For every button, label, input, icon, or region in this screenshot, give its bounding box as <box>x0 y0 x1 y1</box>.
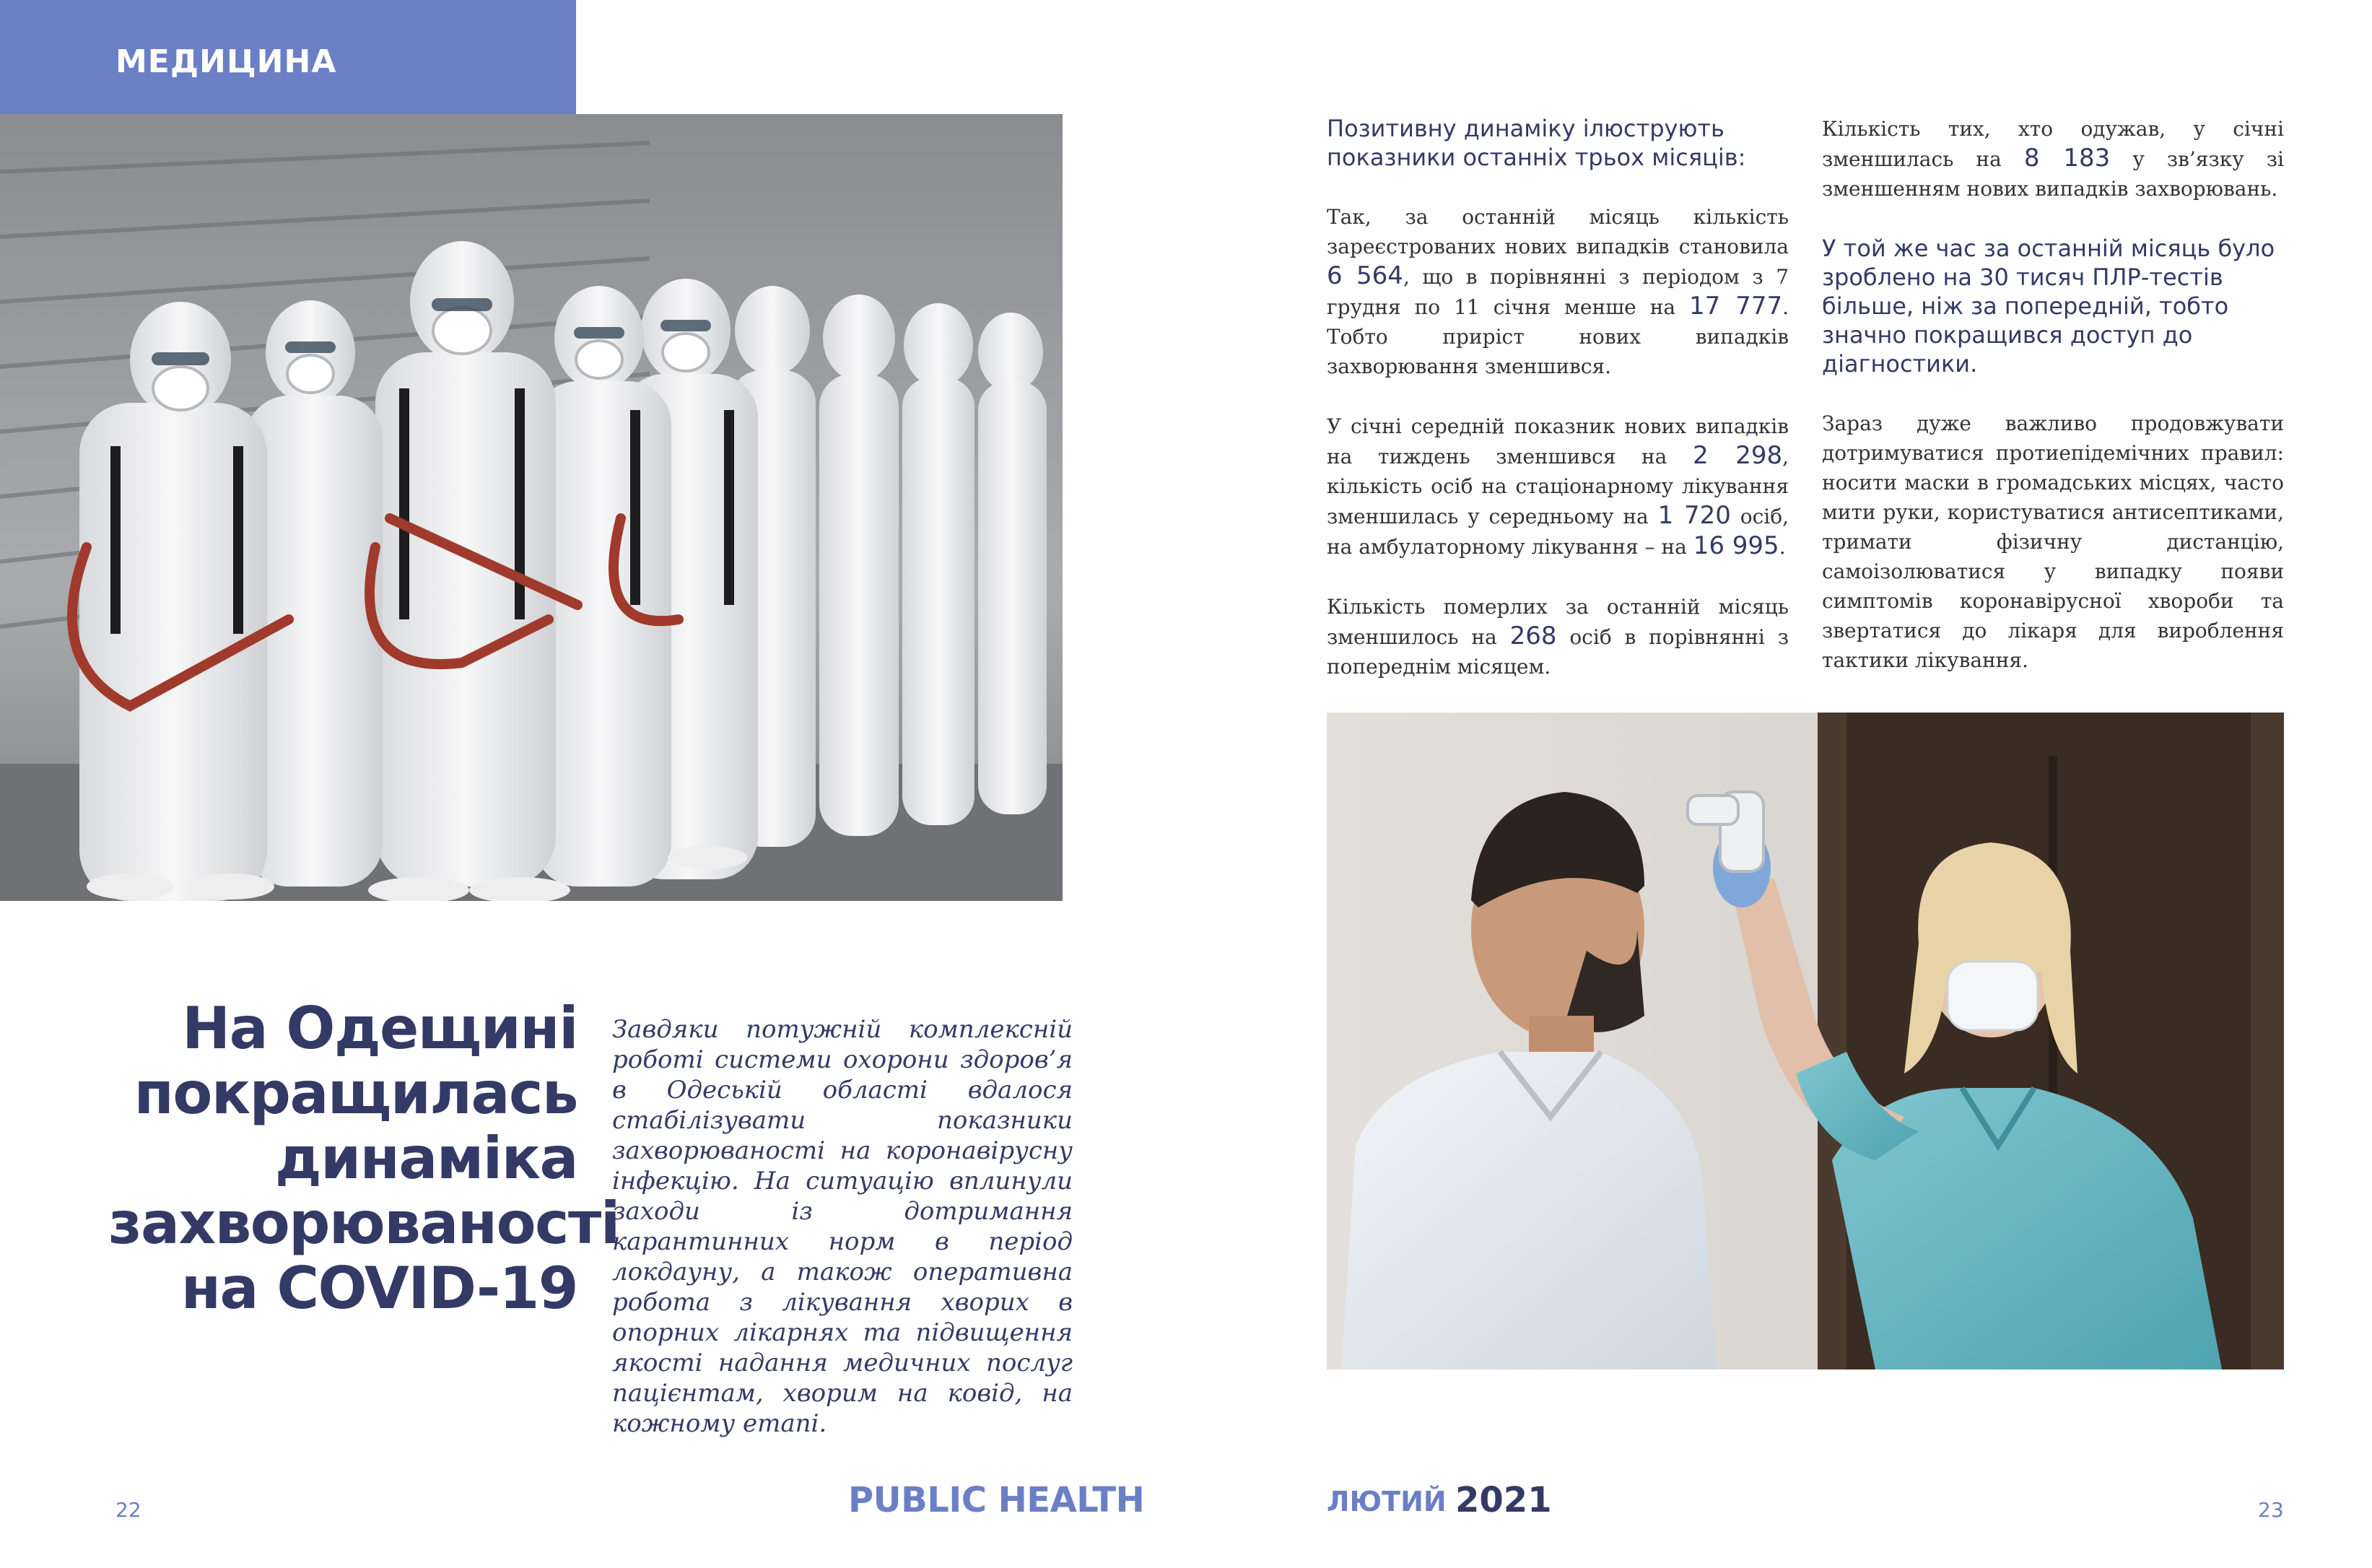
headline-line: динаміка <box>274 1125 577 1192</box>
figure-deaths: 268 <box>1509 622 1557 650</box>
page-number-left: 22 <box>115 1498 141 1522</box>
text-column-2 <box>1822 114 2284 705</box>
figure-decrease: 17 777 <box>1689 292 1783 321</box>
page-number-right: 23 <box>2258 1498 2284 1522</box>
temperature-check-photo <box>1327 713 2284 1369</box>
article-headline <box>108 995 619 1322</box>
section-tab <box>0 0 576 114</box>
section-label: МЕДИЦИНА <box>115 43 337 80</box>
magazine-brand: PUBLIC HEALTH <box>848 1480 1145 1520</box>
figure-recovered: 8 183 <box>2023 144 2111 173</box>
figure-inpatient: 1 720 <box>1657 501 1731 530</box>
figure-outpatient: 16 995 <box>1693 531 1779 560</box>
headline-line: покращилась <box>134 1060 577 1127</box>
headline-line: На Одещині <box>182 995 577 1062</box>
headline-line: на COVID-19 <box>180 1255 577 1322</box>
hazmat-workers-photo <box>0 114 1063 901</box>
paragraph-recovered: Кількість тих, хто одужав, у січні зменшилась на 8 183 у зв’язку зі зменшенням нових випадків захворювань. <box>1822 117 2284 201</box>
issue-year: 2021 <box>1455 1480 1552 1520</box>
headline-line: захворюваності <box>108 1190 619 1257</box>
text-column-1 <box>1327 114 1789 712</box>
column-lead-pcr: У той же час за останній місяць було зроблено на 30 тисяч ПЛР-тестів більше, ніж за попередній, тобто значно покращився доступ до діагностики. <box>1822 235 2275 378</box>
figure-new-cases: 6 564 <box>1327 261 1403 290</box>
article-lede: Завдяки потужній комплексній роботі системи охорони здоров’я в Одеській області вдалося стабілізувати показники захворюваності на коронавірусну інфекцію. На ситуацію вплинули заходи із дотримання карантинних норм в період локдауну, а також оперативна робота з лікування хворих в опорних лікарнях та підвищення якості надання медичних послуг пацієнтам, хворим на ковід, на кожному етапі. <box>612 1015 1073 1438</box>
paragraph-new-cases: Так, за останній місяць кількість зареєстрованих нових випадків становила 6 564, що в порівнянні з періодом з 7 грудня по 11 січня менше на 17 777. Тобто приріст нових випадків захворювання зменшився. <box>1327 205 1789 378</box>
paragraph-weekly: У січні середній показник нових випадків на тиждень зменшився на 2 298, кількість осіб на стаціонарному лікування зменшилась у середньому на 1 720 осіб, на амбулаторному лікування – на 16 995. <box>1327 414 1789 560</box>
issue-month: ЛЮТИЙ <box>1327 1486 1447 1517</box>
paragraph-rules: Зараз дуже важливо продовжувати дотримуватися протиепідемічних правил: носити маски в громадських місцях, часто мити руки, користуватися антисептиками, тримати фізичну дистанцію, самоізолюватися у випадку появи симптомів коронавірусної хвороби та звертатися до лікаря для вироблення тактики лікування. <box>1822 411 2284 672</box>
column-lead: Позитивну динаміку ілюструють показники останніх трьох місяців: <box>1327 115 1746 171</box>
paragraph-deaths: Кількість померлих за останній місяць зменшилось на 268 осіб в порівнянні з попереднім місяцем. <box>1327 595 1789 679</box>
figure-weekly: 2 298 <box>1693 441 1783 470</box>
